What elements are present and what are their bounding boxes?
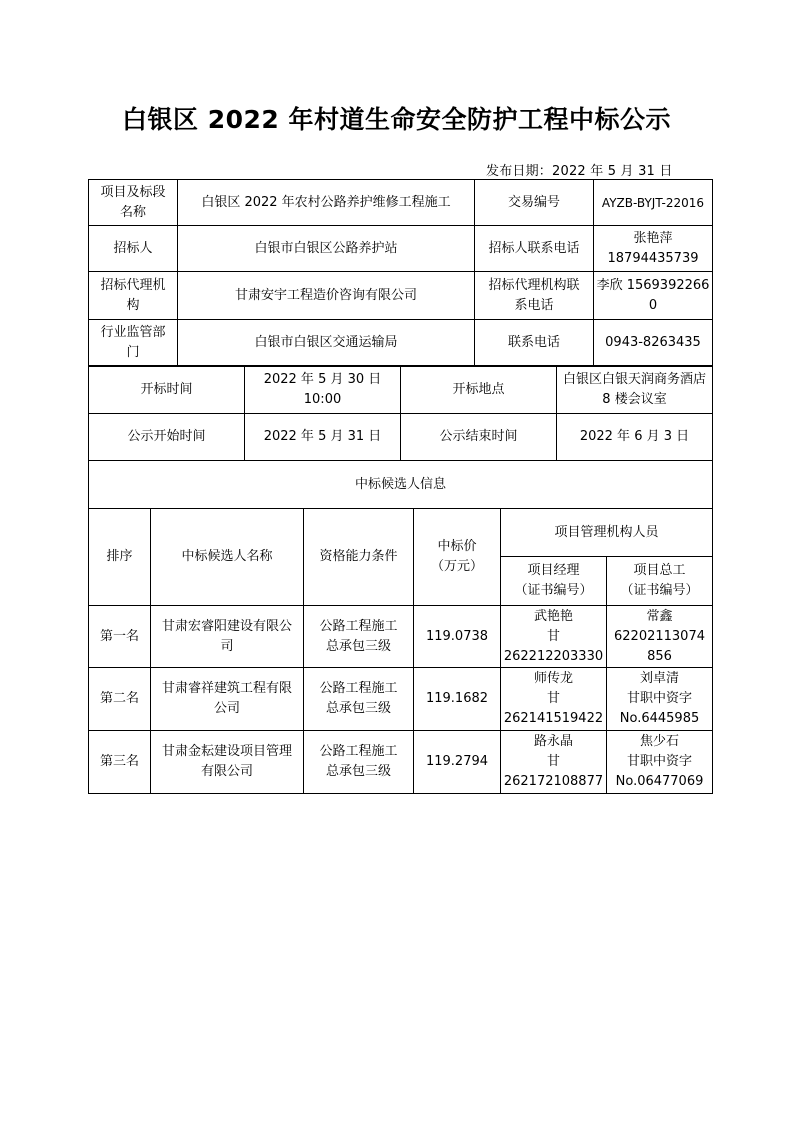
header-chief-line1: 项目总工 xyxy=(633,563,686,578)
chief-cert-no: 62202113074856 xyxy=(614,628,705,664)
supervisor-label: 行业监管部门 xyxy=(89,320,178,366)
candidate-qualification: 公路工程施工总承包三级 xyxy=(304,731,414,794)
agency-label: 招标代理机构 xyxy=(89,272,178,320)
candidate-price: 119.2794 xyxy=(414,731,501,794)
candidate-price: 119.0738 xyxy=(414,606,501,668)
candidate-price: 119.1682 xyxy=(414,668,501,731)
candidate-chief xyxy=(607,668,713,731)
header-qualification: 资格能力条件 xyxy=(304,509,414,606)
project-info-table xyxy=(88,179,713,366)
manager-cert-prefix: 甘 xyxy=(546,628,560,644)
agency-phone-value: 李欣 15693922660 xyxy=(594,272,713,320)
header-manager-line1: 项目经理 xyxy=(527,563,580,578)
chief-cert-no: No.6445985 xyxy=(619,711,700,726)
header-price-line2: （万元） xyxy=(430,559,483,574)
chief-name: 焦少石 xyxy=(640,734,680,749)
table-row xyxy=(89,668,713,731)
manager-cert-no: 262172108877 xyxy=(503,774,604,789)
header-price-line1: 中标价 xyxy=(437,539,477,554)
chief-name: 刘卓清 xyxy=(640,671,680,686)
supervisor-value: 白银市白银区交通运输局 xyxy=(178,320,475,366)
supervisor-phone-value: 0943-8263435 xyxy=(594,320,713,366)
candidate-chief xyxy=(607,606,713,668)
manager-cert-prefix: 甘 xyxy=(546,754,560,769)
open-place-value: 白银区白银天润商务酒店 8 楼会议室 xyxy=(557,367,713,414)
candidates-section-title: 中标候选人信息 xyxy=(89,461,713,509)
header-rank: 排序 xyxy=(89,509,151,606)
tenderer-label: 招标人 xyxy=(89,226,178,272)
open-place-label: 开标地点 xyxy=(401,367,557,414)
schedule-table xyxy=(88,366,713,461)
tenderer-contact-name: 张艳萍 xyxy=(633,230,673,246)
candidate-manager xyxy=(501,731,607,794)
candidates-table xyxy=(88,460,713,794)
manager-name: 武艳艳 xyxy=(533,608,573,624)
header-manager-line2: （证书编号） xyxy=(514,583,593,598)
manager-name: 师传龙 xyxy=(533,671,573,686)
candidate-qualification: 公路工程施工总承包三级 xyxy=(304,668,414,731)
candidate-qualification: 公路工程施工总承包三级 xyxy=(304,606,414,668)
candidate-name: 甘肃睿祥建筑工程有限公司 xyxy=(151,668,304,731)
header-price xyxy=(414,509,501,606)
tenderer-phone-label: 招标人联系电话 xyxy=(475,226,594,272)
trade-no-label: 交易编号 xyxy=(475,180,594,226)
chief-cert-no: No.06477069 xyxy=(615,774,704,789)
notice-start-label: 公示开始时间 xyxy=(89,414,245,461)
publish-date: 发布日期：2022 年 5 月 31 日 xyxy=(486,164,673,179)
candidate-chief xyxy=(607,731,713,794)
candidate-rank: 第一名 xyxy=(89,606,151,668)
document-title: 白银区 2022 年村道生命安全防护工程中标公示 xyxy=(122,105,671,134)
candidate-rank: 第三名 xyxy=(89,731,151,794)
table-row xyxy=(89,731,713,794)
chief-name: 常鑫 xyxy=(646,608,673,624)
open-time-label: 开标时间 xyxy=(89,367,245,414)
header-name: 中标候选人名称 xyxy=(151,509,304,606)
header-manager xyxy=(501,557,607,606)
manager-name: 路永晶 xyxy=(533,734,573,749)
table-row xyxy=(89,606,713,668)
candidate-name: 甘肃金耘建设项目管理有限公司 xyxy=(151,731,304,794)
manager-cert-no: 262212203330 xyxy=(503,648,604,664)
project-value: 白银区 2022 年农村公路养护维修工程施工 xyxy=(178,180,475,226)
open-time-clock: 10:00 xyxy=(303,392,342,407)
project-label: 项目及标段名称 xyxy=(89,180,178,226)
tenderer-value: 白银市白银区公路养护站 xyxy=(178,226,475,272)
notice-end-value: 2022 年 6 月 3 日 xyxy=(557,414,713,461)
agency-phone-label: 招标代理机构联系电话 xyxy=(475,272,594,320)
header-staff: 项目管理机构人员 xyxy=(501,509,713,557)
header-chief-line2: （证书编号） xyxy=(620,583,699,598)
header-chief xyxy=(607,557,713,606)
candidate-manager xyxy=(501,606,607,668)
agency-value: 甘肃安宇工程造价咨询有限公司 xyxy=(178,272,475,320)
candidate-rank: 第二名 xyxy=(89,668,151,731)
candidate-name: 甘肃宏睿阳建设有限公司 xyxy=(151,606,304,668)
tenderer-contact-phone: 18794435739 xyxy=(607,250,699,266)
notice-end-label: 公示结束时间 xyxy=(401,414,557,461)
tenderer-contact xyxy=(594,226,713,272)
open-time-date: 2022 年 5 月 30 日 xyxy=(263,372,382,387)
manager-cert-prefix: 甘 xyxy=(546,691,560,706)
notice-start-value: 2022 年 5 月 31 日 xyxy=(245,414,401,461)
candidate-manager xyxy=(501,668,607,731)
trade-no-value: AYZB-BYJT-22016 xyxy=(594,180,713,226)
chief-cert-prefix: 甘职中资字 xyxy=(627,754,693,769)
chief-cert-prefix: 甘职中资字 xyxy=(627,691,693,706)
manager-cert-no: 262141519422 xyxy=(503,711,604,726)
supervisor-phone-label: 联系电话 xyxy=(475,320,594,366)
open-time-value xyxy=(245,367,401,414)
